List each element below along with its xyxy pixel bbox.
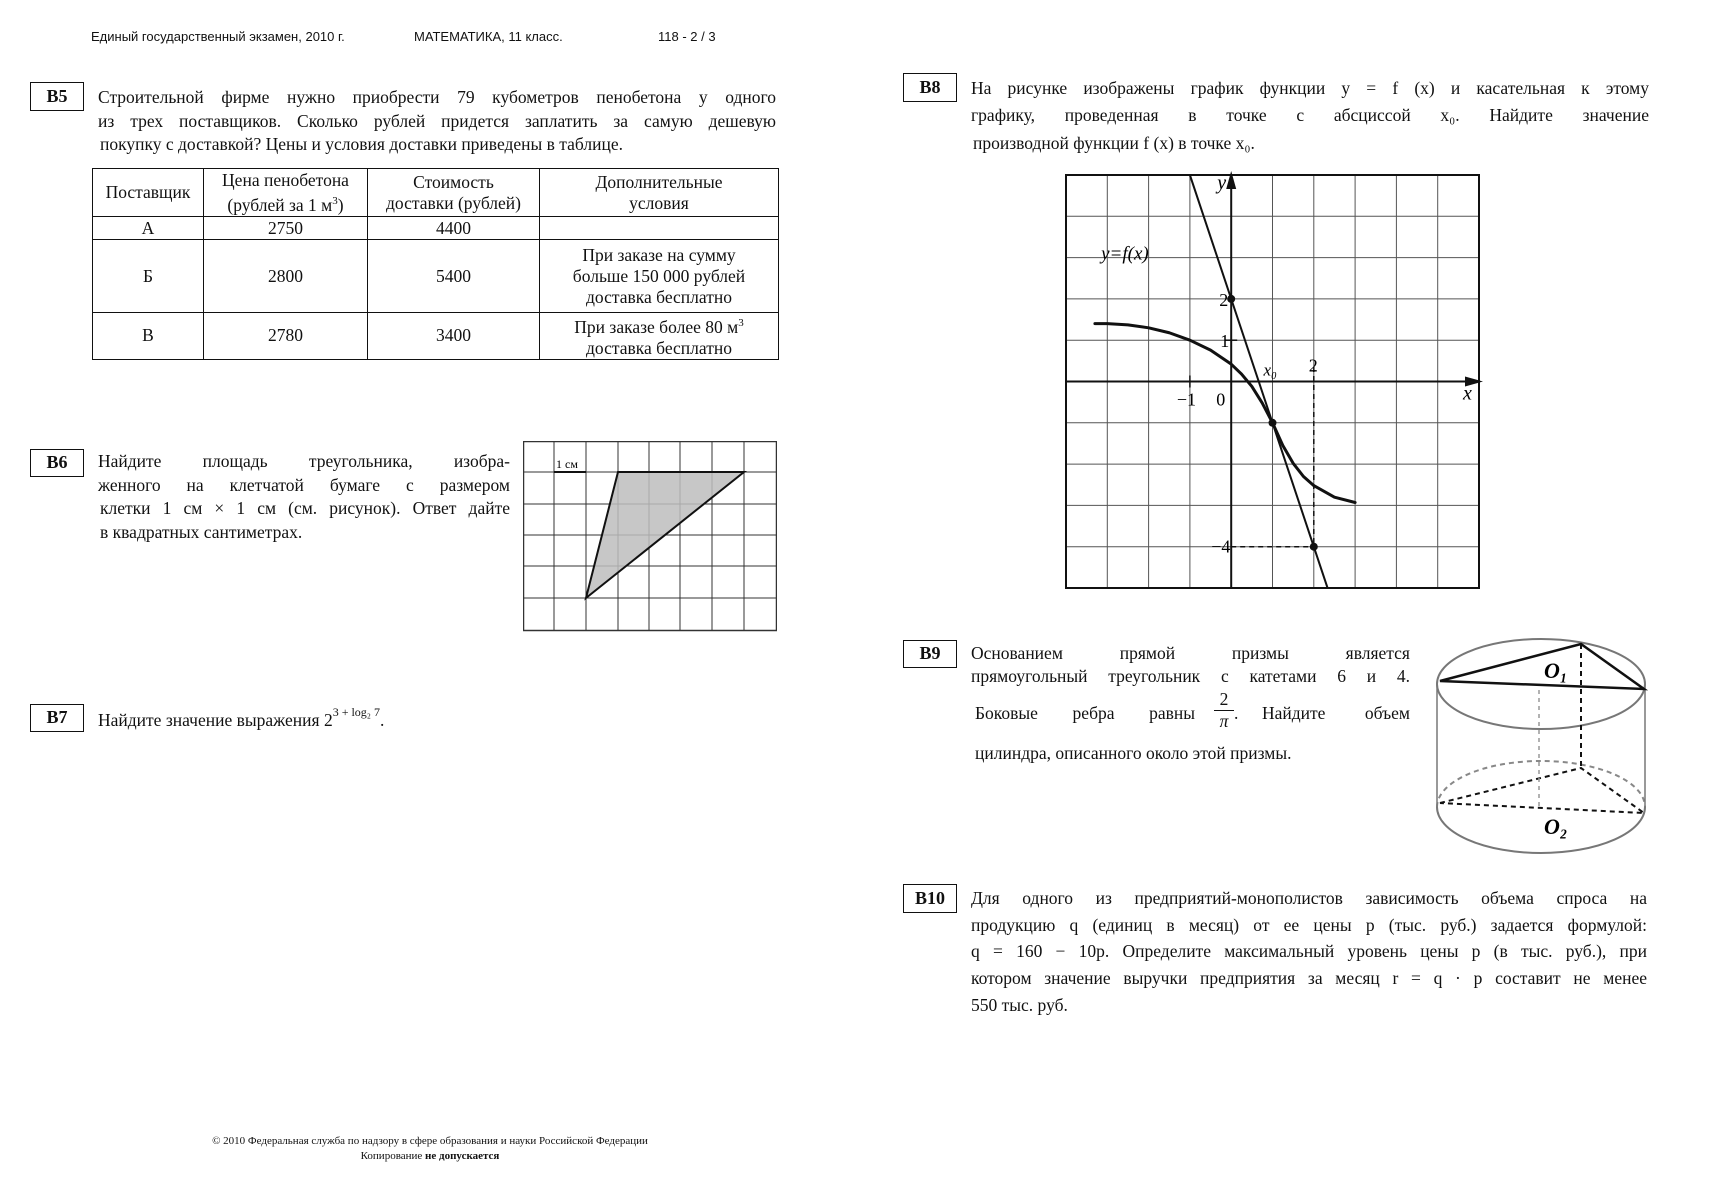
b6-text-line: в квадратных сантиметрах. xyxy=(100,522,303,542)
y-axis-arrow xyxy=(1226,171,1236,189)
task-label-b5: B5 xyxy=(30,82,84,111)
b8-text-line: производной функции f (x) в точке x₀. xyxy=(973,133,1255,153)
table-row xyxy=(93,240,779,313)
triangle-grid-figure xyxy=(523,441,777,632)
b10-text-line: 550 тыс. руб. xyxy=(971,995,1068,1015)
task-label-b6: B6 xyxy=(30,449,84,477)
b9-text-line: Боковые ребра равны xyxy=(975,703,1195,723)
header-text: Дополнительные xyxy=(595,171,723,192)
cell-delivery: 4400 xyxy=(368,217,540,240)
cell-price: 2780 xyxy=(204,313,368,360)
label-y-minus-4: −4 xyxy=(1211,536,1231,557)
condition-text: больше 150 000 рублей xyxy=(572,265,746,286)
graph-point xyxy=(1269,419,1277,427)
col-header-delivery xyxy=(368,169,540,217)
condition-text: доставка бесплатно xyxy=(586,286,732,307)
header-text: (рублей за 1 м xyxy=(227,194,333,215)
b7-base: 2 xyxy=(323,709,333,730)
b5-text-line: Строительной фирме нужно приобрести 79 кубометров пенобетона у одного xyxy=(98,87,776,107)
label-y-1: 1 xyxy=(1220,331,1230,352)
b5-text-line: из трех поставщиков. Сколько рублей придется заплатить за самую дешевую xyxy=(98,111,776,131)
bottom-triangle xyxy=(1440,768,1644,813)
graph-point xyxy=(1310,543,1318,551)
footer-copyright: © 2010 Федеральная служба по надзору в сфере образования и науки Российской Федерации xyxy=(212,1135,648,1147)
task-label-b10: B10 xyxy=(903,884,957,913)
b6-text-line: Найдите площадь треугольника, изобра- xyxy=(98,451,510,471)
b6-text-line: клетки 1 см × 1 см (см. рисунок). Ответ дайте xyxy=(100,498,510,518)
b9-text-line: цилиндра, описанного около этой призмы. xyxy=(975,743,1292,763)
table-header-row xyxy=(93,169,779,217)
function-graph xyxy=(1060,168,1486,594)
scale-label: 1 см xyxy=(556,457,578,471)
graph-point xyxy=(1227,295,1235,303)
header-text: условия xyxy=(629,192,689,213)
header-subject: МАТЕМАТИКА, 11 класс. xyxy=(414,29,563,44)
bottom-ellipse-back xyxy=(1437,761,1645,807)
fraction-numerator: 2 xyxy=(1214,689,1234,711)
b5-text-line: покупку с доставкой? Цены и условия доставки приведены в таблице. xyxy=(100,134,624,154)
footer-copy-notice xyxy=(130,1150,730,1162)
y-axis-label: y xyxy=(1217,172,1227,194)
col-header-conditions xyxy=(540,169,779,217)
task-label-b8: B8 xyxy=(903,73,957,102)
cylinder-prism-figure xyxy=(1430,632,1652,860)
b10-text-line: котором значение выручки предприятия за месяц r = q · p составит не менее xyxy=(971,968,1647,988)
b8-text-line: графику, проведенная в точке с абсциссой x₀. Найдите значение xyxy=(971,105,1649,125)
cell-supplier: В xyxy=(93,313,204,360)
x-axis-label: x xyxy=(1463,382,1472,405)
b9-text-line: Найдите объем xyxy=(1262,703,1410,723)
cell-conditions xyxy=(540,313,779,360)
fraction-2-over-pi xyxy=(1214,689,1234,732)
b8-text-line: На рисунке изображены график функции y = f (x) и касательная к этому xyxy=(971,78,1649,98)
label-y-2: 2 xyxy=(1219,289,1229,310)
function-label: y=f(x) xyxy=(1101,243,1149,265)
header-sup: 3 xyxy=(332,194,338,207)
footer-copy-prefix: Копирование xyxy=(360,1150,426,1162)
fraction-denominator: π xyxy=(1219,711,1229,731)
label-x0: x₀ xyxy=(1263,360,1277,380)
header-text: Стоимость xyxy=(413,171,494,192)
label-x-minus-1: −1 xyxy=(1176,389,1197,410)
b6-text-line: женного на клетчатой бумаге с размером xyxy=(98,475,510,495)
cell-supplier: Б xyxy=(93,240,204,313)
header-text: ) xyxy=(337,194,344,215)
b7-period: . xyxy=(379,709,385,730)
condition-text: доставка бесплатно xyxy=(586,337,732,358)
cell-price: 2750 xyxy=(204,217,368,240)
footer-copy-bold: не допускается xyxy=(425,1150,500,1162)
b9-text-line: Основанием прямой призмы является xyxy=(971,643,1410,663)
b7-text xyxy=(98,705,385,731)
cell-supplier: А xyxy=(93,217,204,240)
condition-text: При заказе более 80 м xyxy=(574,316,739,337)
b10-text-line: q = 160 − 10p. Определите максимальный уровень цены p (в тыс. руб.), при xyxy=(971,941,1647,961)
cell-conditions xyxy=(540,217,779,240)
cell-delivery: 5400 xyxy=(368,240,540,313)
label-x-0: 0 xyxy=(1216,389,1226,410)
bottom-ellipse-front xyxy=(1437,807,1645,853)
b7-prompt: Найдите значение выражения xyxy=(98,709,320,730)
header-text: Цена пенобетона xyxy=(222,169,349,190)
cell-delivery: 3400 xyxy=(368,313,540,360)
b10-text-line: Для одного из предприятий-монополистов зависимость объема спроса на xyxy=(971,888,1647,908)
task-label-b7: B7 xyxy=(30,704,84,732)
cell-conditions xyxy=(540,240,779,313)
label-x-2: 2 xyxy=(1308,355,1318,376)
table-row xyxy=(93,217,779,240)
col-header-supplier: Поставщик xyxy=(93,169,204,217)
condition-text: При заказе на сумму xyxy=(582,244,736,265)
header-exam: Единый государственный экзамен, 2010 г. xyxy=(91,29,345,44)
b7-exponent: 3 + log₂ 7 xyxy=(332,705,380,719)
cell-price: 2800 xyxy=(204,240,368,313)
col-header-price xyxy=(204,169,368,217)
supplier-table xyxy=(92,168,779,360)
header-text: доставки (рублей) xyxy=(385,192,522,213)
header-page: 118 - 2 / 3 xyxy=(658,29,716,44)
b9-text-line: прямоугольный треугольник с катетами 6 и 4. xyxy=(971,666,1410,686)
condition-sup: 3 xyxy=(738,317,744,329)
b9-period: . xyxy=(1234,703,1239,723)
b10-text-line: продукцию q (единиц в месяц) от ее цены p (тыс. руб.) задается формулой: xyxy=(971,915,1647,935)
label-o1: O₁ xyxy=(1544,658,1568,683)
label-o2: O₂ xyxy=(1544,814,1568,839)
table-row xyxy=(93,313,779,360)
task-label-b9: B9 xyxy=(903,640,957,668)
